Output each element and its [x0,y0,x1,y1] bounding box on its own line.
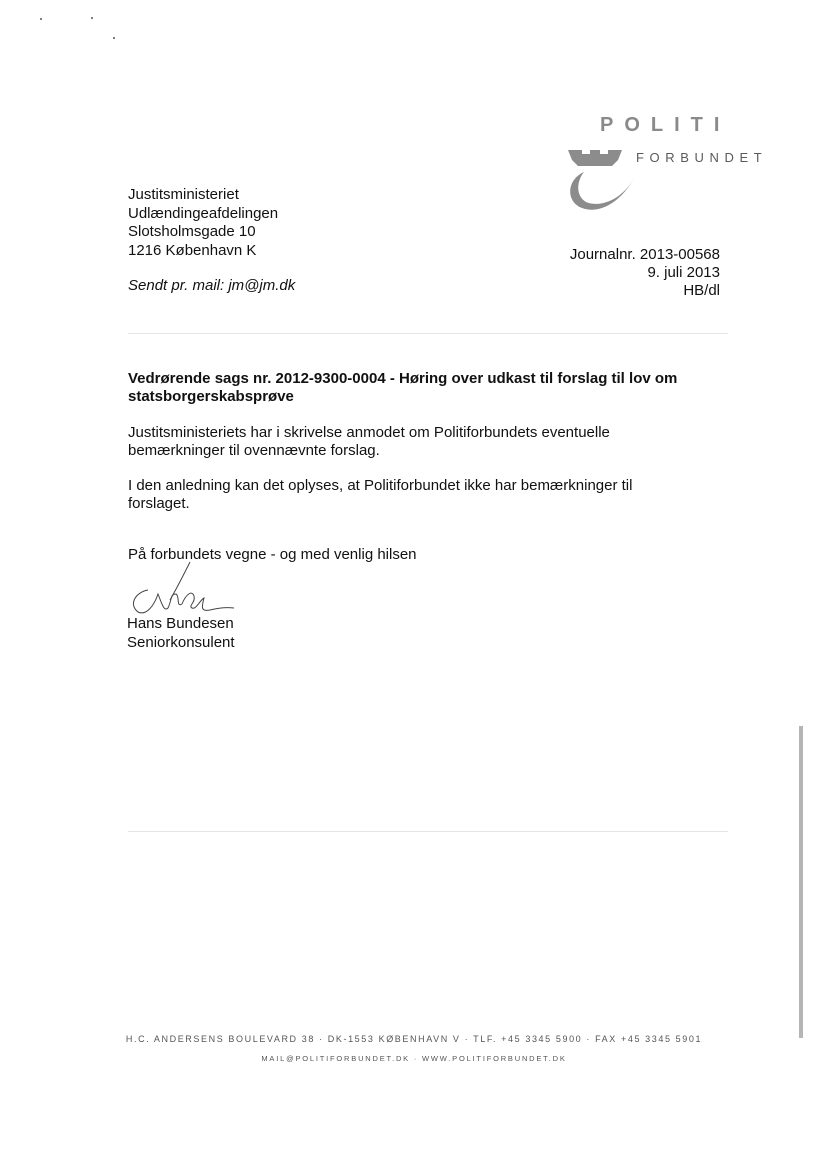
logo-title: POLITI [600,114,731,136]
body-paragraph: I den anledning kan det oplyses, at Politiforbundet ikke har bemærkninger til forslaget. [128,477,633,512]
letter-subject: Vedrørende sags nr. 2012-9300-0004 - Høring over udkast til forslag til lov om statsborgerskabsprøve [128,370,678,405]
address-line: 1216 København K [128,241,257,259]
signatory-name: Hans Bundesen [127,615,234,632]
signatory [127,614,235,652]
scan-speck [91,17,93,19]
address-line: Justitsministeriet [128,186,239,203]
address-line: Slotsholmsgade 10 [128,223,256,240]
letter-date: 9. juli 2013 [647,264,720,281]
recipient-address [128,186,278,260]
signatory-title: Seniorkonsulent [127,634,235,651]
handwritten-signature [118,560,238,620]
divider [128,333,728,334]
address-line: Udlændingeafdelingen [128,204,279,222]
body-paragraph: Justitsministeriets har i skrivelse anmodet om Politiforbundets eventuelle bemærkninger til ovennævnte forslag. [128,424,610,459]
journal-number: Journalnr. 2013-00568 [569,246,720,263]
initials: HB/dl [683,282,720,299]
closing: På forbundets vegne - og med venlig hilsen [128,546,417,563]
scan-speck [40,18,42,20]
divider [128,831,728,832]
scan-speck [113,37,115,39]
footer-contact: MAIL@POLITIFORBUNDET.DK · WWW.POLITIFORBUNDET.DK [261,1054,567,1063]
logo-subtitle: FORBUNDET [636,150,768,165]
scan-edge-line [799,726,803,1038]
sent-by-mail: Sendt pr. mail: jm@jm.dk [128,277,296,294]
reference-block [570,246,720,300]
footer-address: H.C. ANDERSENS BOULEVARD 38 · DK-1553 KØBENHAVN V · TLF. +45 3345 5900 · FAX +45 3345 5901 [125,1034,703,1044]
